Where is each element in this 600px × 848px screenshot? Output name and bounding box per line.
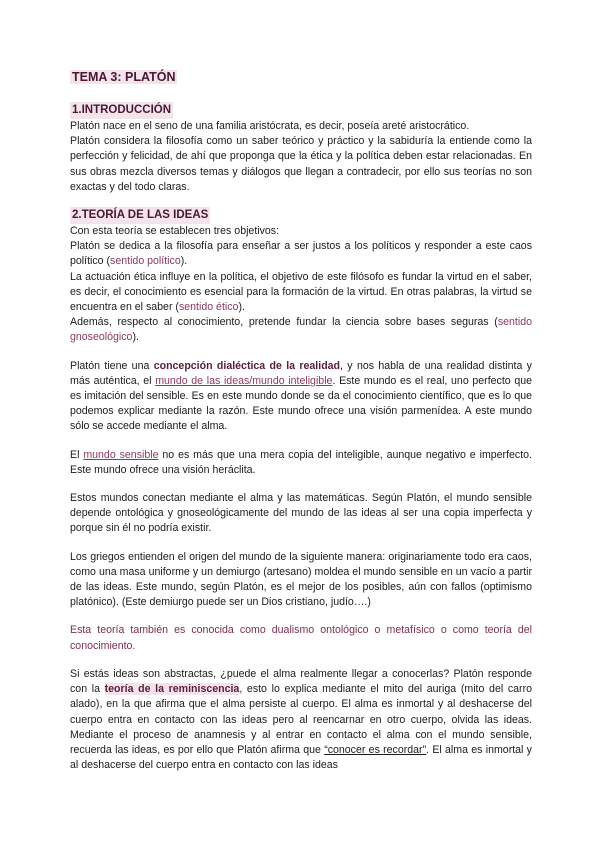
key-term-underlined: mundo sensible (83, 448, 159, 461)
note-paragraph: Esta teoría también es conocida como dualismo ontológico o metafísico o como teoría del conocimiento. (70, 624, 532, 652)
section-heading: 2.TEORÍA DE LAS IDEAS (70, 207, 210, 224)
sense-label: sentido ético (178, 301, 239, 314)
key-term-underlined: mundo de las ideas/mundo inteligible (155, 374, 333, 387)
paragraph-objective-gnoseological: Además, respecto al conocimiento, pretende fundar la ciencia sobre bases seguras (sentido gnoseológico). (70, 316, 532, 344)
sense-label: sentido gnoseológico (70, 316, 532, 344)
section-introduccion (70, 100, 532, 195)
paragraph: Platón nace en el seno de una familia aristócrata, es decir, poseía areté aristocrático. (70, 120, 470, 132)
key-term: concepción dialéctica de la realidad (153, 359, 341, 372)
paragraph-objective-ethical: La actuación ética influye en la política, el objetivo de este filósofo es fundar la virtud en el saber, es decir, el conocimiento es esencial para la formación de la virtud. En otras palabras, la virtud se encuentra en el saber (sentido ético). (70, 270, 532, 314)
section-teoria-ideas (70, 205, 532, 773)
document-title: TEMA 3: PLATÓN (72, 70, 176, 84)
paragraph-objective-political: Platón se dedica a la filosofía para enseñar a ser justos a los políticos y responder a este caos político (sentido político). (70, 240, 532, 268)
section-heading: 1.INTRODUCCIÓN (70, 102, 173, 119)
paragraph-dialectic: Platón tiene una concepción dialéctica de la realidad, y nos habla de una realidad distinta y más auténtica, el mundo de las ideas/mundo inteligible. Este mundo es el real, uno perfecto que es imitación del sensible. Es en este mundo donde se da el conocimiento científico, que es lo que podemos explicar mediante la razón. Este mundo ofrece una visión parmenídea. A este mundo sólo se accede mediante el alma. (70, 359, 533, 433)
paragraph: Platón considera la filosofía como un saber teórico y práctico y la sabiduría la entiende como la perfección y felicidad, de ahí que proponga que la ética y la política deben estar relacionadas. En sus obras mezcla diversos temas y diálogos que llegan a contradecir, por ello sus teorías no son exactas y del todo claras. (70, 135, 532, 193)
quote-underlined: “conocer es recordar” (324, 743, 427, 756)
paragraph: Con esta teoría se establecen tres objetivos: (70, 225, 280, 238)
sense-label: sentido político (110, 255, 181, 268)
paragraph-reminiscence: Si estás ideas son abstractas, ¿puede el alma realmente llegar a conocerlas? Platón responde con la teoría de la reminiscencia, esto lo explica mediante el mito del auriga (mito del carro alado), en la que afirma que el alma persiste al cuerpo. El alma es inmortal y al deshacerse del cuerpo entra en contacto con las ideas pero al reencarnar en otro cuerpo, olvida las ideas. Mediante el proceso de anamnesis y al entrar en contacto el alma con el mundo sensible, recuerda las ideas, es por ello que Platón afirma que “conocer es recordar”. El alma es inmortal y al deshacerse del cuerpo entra en contacto con las ideas (70, 667, 532, 772)
paragraph: Los griegos entienden el origen del mundo de la siguiente manera: originariamente todo era caos, como una masa uniforme y un demiurgo (artesano) moldea el mundo sensible en un vacío a partir de las ideas. Este mundo, según Platón, es el mejor de los posibles, aún con fallos (optimismo platónico). (Este demiurgo puede ser un Dios cristiano, judío….) (70, 550, 532, 609)
paragraph-sensible-world: El mundo sensible no es más que una mera copia del inteligible, aunque negativo e imperfecto. Este mundo ofrece una visión heráclita. (70, 448, 532, 476)
paragraph: Estos mundos conectan mediante el alma y las matemáticas. Según Platón, el mundo sensible depende ontológica y gnoseológicamente del mundo de las ideas al ser una copia imperfecta y porque sin él no podría existir. (70, 492, 532, 535)
key-term-highlighted: teoría de la reminiscencia (104, 683, 240, 696)
